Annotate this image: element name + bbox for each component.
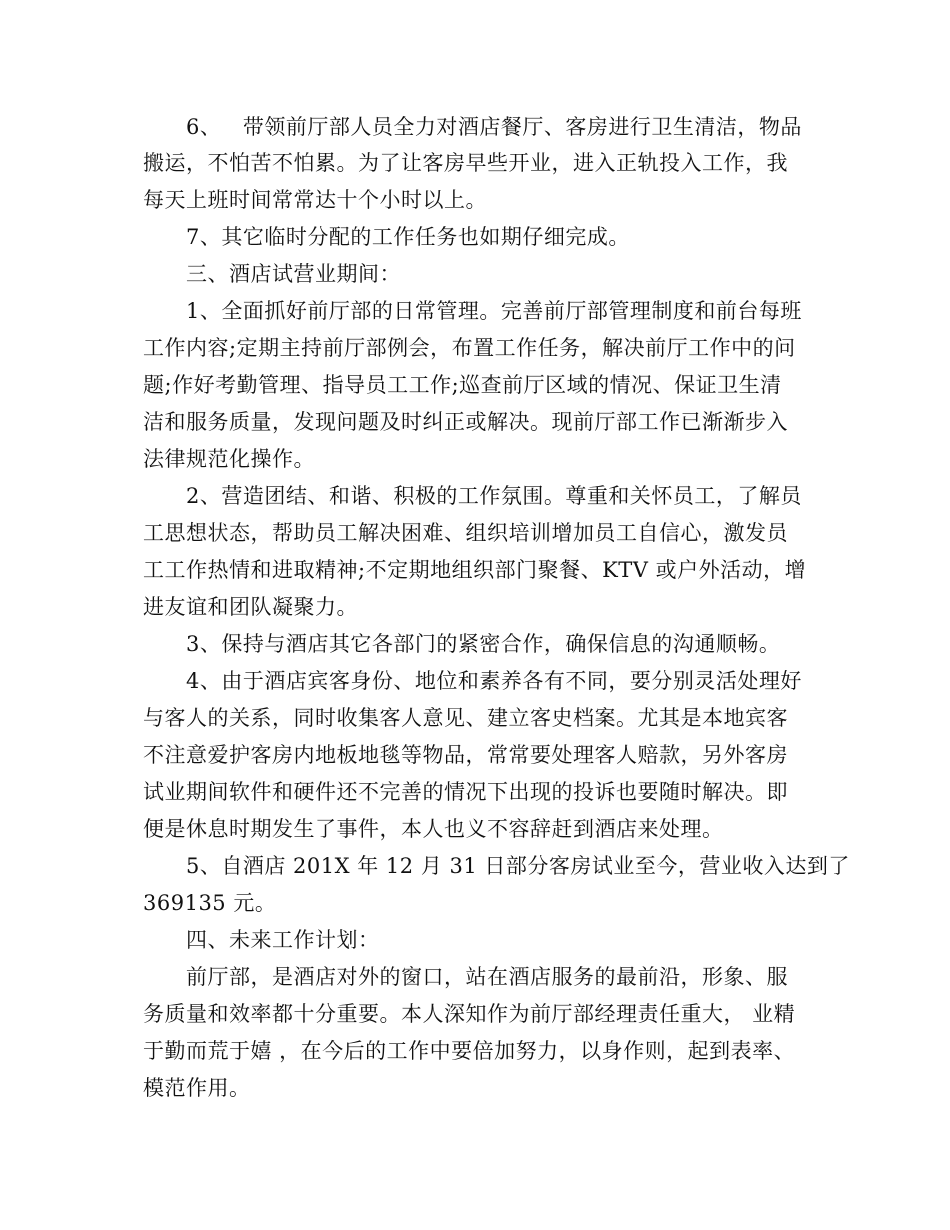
paragraph-line: 工工作热情和进取精神;不定期地组织部门聚餐、KTV 或户外活动，增	[143, 558, 807, 582]
paragraph-line: 7、其它临时分配的工作任务也如期仔细完成。	[186, 225, 630, 249]
paragraph-line: 6、 带领前厅部人员全力对酒店餐厅、客房进行卫生清洁，物品	[186, 115, 802, 139]
section-heading: 三、酒店试营业期间：	[186, 262, 401, 286]
paragraph-line: 369135 元。	[143, 891, 277, 915]
paragraph-line: 3、保持与酒店其它各部门的紧密合作，确保信息的沟通顺畅。	[186, 632, 781, 656]
paragraph-line: 题;作好考勤管理、指导员工工作;巡查前厅区域的情况、保证卫生清	[143, 373, 782, 397]
paragraph-line: 模范作用。	[143, 1076, 251, 1100]
paragraph-line: 1、全面抓好前厅部的日常管理。完善前厅部管理制度和前台每班	[186, 299, 802, 323]
paragraph-line: 2、营造团结、和谐、积极的工作氛围。尊重和关怀员工，了解员	[186, 484, 802, 508]
paragraph-line: 工作内容;定期主持前厅部例会，布置工作任务，解决前厅工作中的问	[143, 336, 796, 360]
paragraph-line: 进友谊和团队凝聚力。	[143, 595, 358, 619]
paragraph-line: 于勤而荒于嬉 ，在今后的工作中要倍加努力，以身作则，起到表率、	[143, 1039, 796, 1063]
paragraph-line: 便是休息时期发生了事件，本人也义不容辞赶到酒店来处理。	[143, 817, 724, 841]
paragraph-line: 务质量和效率都十分重要。本人深知作为前厅部经理责任重大， 业精	[143, 1002, 796, 1026]
paragraph-line: 试业期间软件和硬件还不完善的情况下出现的投诉也要随时解决。即	[143, 780, 788, 804]
paragraph-line: 不注意爱护客房内地板地毯等物品，常常要处理客人赔款，另外客房	[143, 743, 788, 767]
paragraph-line: 5、自酒店 201X 年 12 月 31 日部分客房试业至今，营业收入达到了	[186, 854, 850, 878]
paragraph-line: 每天上班时间常常达十个小时以上。	[143, 188, 487, 212]
paragraph-line: 法律规范化操作。	[143, 447, 315, 471]
section-heading: 四、未来工作计划：	[186, 928, 380, 952]
paragraph-line: 洁和服务质量，发现问题及时纠正或解决。现前厅部工作已渐渐步入	[143, 410, 788, 434]
paragraph-line: 搬运，不怕苦不怕累。为了让客房早些开业，进入正轨投入工作，我	[143, 151, 788, 175]
paragraph-line: 工思想状态，帮助员工解决困难、组织培训增加员工自信心，激发员	[143, 521, 788, 545]
paragraph-line: 与客人的关系，同时收集客人意见、建立客史档案。尤其是本地宾客	[143, 706, 788, 730]
paragraph-line: 前厅部，是酒店对外的窗口，站在酒店服务的最前沿，形象、服	[186, 965, 788, 989]
paragraph-line: 4、由于酒店宾客身份、地位和素养各有不同，要分别灵活处理好	[186, 669, 802, 693]
